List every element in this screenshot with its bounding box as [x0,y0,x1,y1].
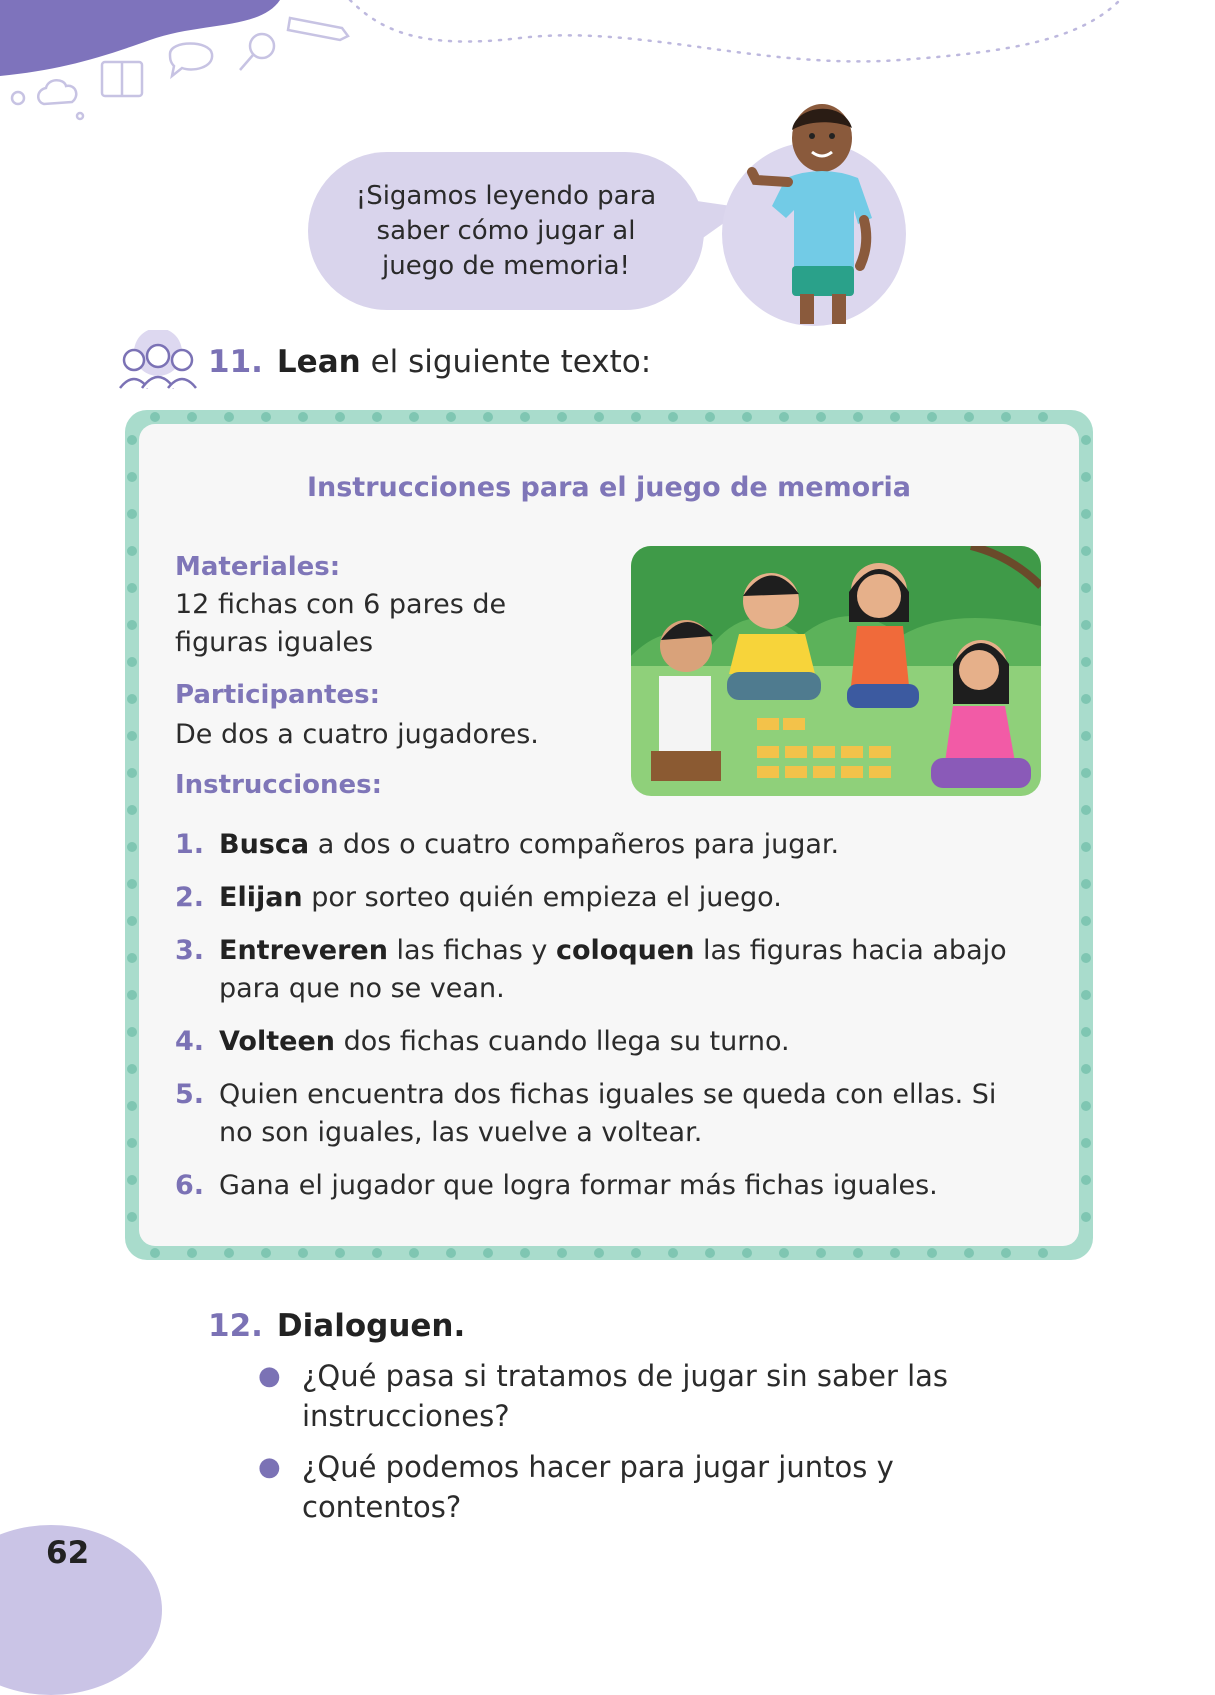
step-verb: Elijan [219,882,303,913]
step-number: 1. [175,829,205,860]
instruction-steps-list [175,826,1035,1220]
bullet-icon: ● [258,1452,281,1482]
step-text [219,1076,1035,1152]
instructions-card-inner [139,424,1079,1246]
question-text: ¿Qué pasa si tratamos de jugar sin saber las instrucciones? [302,1359,949,1433]
step-text-run: las fichas y [387,935,556,966]
instruction-step [175,1167,1035,1205]
instructions-card [125,410,1093,1260]
children-playing-illustration [631,546,1041,796]
materials-line: figuras iguales [175,627,374,658]
speech-line: ¡Sigamos leyendo para [355,180,657,211]
bullet-icon: ● [258,1361,281,1391]
activity-verb: Dialoguen. [276,1308,466,1344]
step-text-run: a dos o cuatro compañeros para jugar. [309,829,840,860]
discussion-questions-list [258,1356,1018,1538]
step-text-run: por sorteo quién empieza el juego. [302,882,782,913]
materials-text [175,586,575,662]
step-verb: coloquen [555,935,695,966]
instruction-step [175,1023,1035,1061]
instructions-label: Instrucciones: [175,770,383,800]
step-text-run: Gana el jugador que logra formar más fichas iguales. [219,1170,938,1201]
card-title: Instrucciones para el juego de memoria [306,472,912,503]
step-text-run: las figuras hacia abajo para que no se vean. [219,935,1007,1004]
step-text [219,826,839,864]
activity-12-heading [208,1308,465,1344]
step-number: 6. [175,1170,205,1201]
instruction-step [175,826,1035,864]
speech-line: saber cómo jugar al [376,215,636,246]
speech-line: juego de memoria! [382,250,630,281]
question-text: ¿Qué podemos hacer para jugar juntos y contentos? [302,1450,894,1524]
participants-label: Participantes: [175,680,380,710]
step-text-run: dos fichas cuando llega su turno. [334,1026,790,1057]
activity-11-heading [208,344,651,380]
boy-character-illustration [722,96,912,328]
group-of-three-icon [112,330,204,392]
step-verb: Volteen [219,1026,335,1057]
step-verb: Entreveren [219,935,388,966]
instruction-step [175,1076,1035,1152]
step-number: 4. [175,1026,205,1057]
step-number: 5. [175,1079,205,1110]
step-text [219,1023,790,1061]
page-number: 62 [46,1535,90,1571]
step-number: 3. [175,935,205,966]
step-text [219,932,1035,1008]
materials-label: Materiales: [175,552,341,582]
step-text [219,1167,938,1205]
step-text-run: Quien encuentra dos fichas iguales se queda con ellas. Si no son iguales, las vuelve a voltear. [219,1079,997,1148]
instruction-step [175,879,1035,917]
activity-verb: Lean [276,344,361,380]
step-verb: Busca [219,829,310,860]
step-number: 2. [175,882,205,913]
materials-line: 12 fichas con 6 pares de [175,589,507,620]
activity-number: 12. [208,1308,263,1344]
activity-number: 11. [208,344,263,380]
doodle-icons-decoration [0,0,1215,130]
list-item [258,1356,1018,1436]
participants-text: De dos a cuatro jugadores. [175,719,539,750]
instruction-step [175,932,1035,1008]
speech-bubble [308,152,704,310]
step-text [219,879,782,917]
list-item [258,1447,1018,1527]
activity-text: el siguiente texto: [370,344,652,380]
